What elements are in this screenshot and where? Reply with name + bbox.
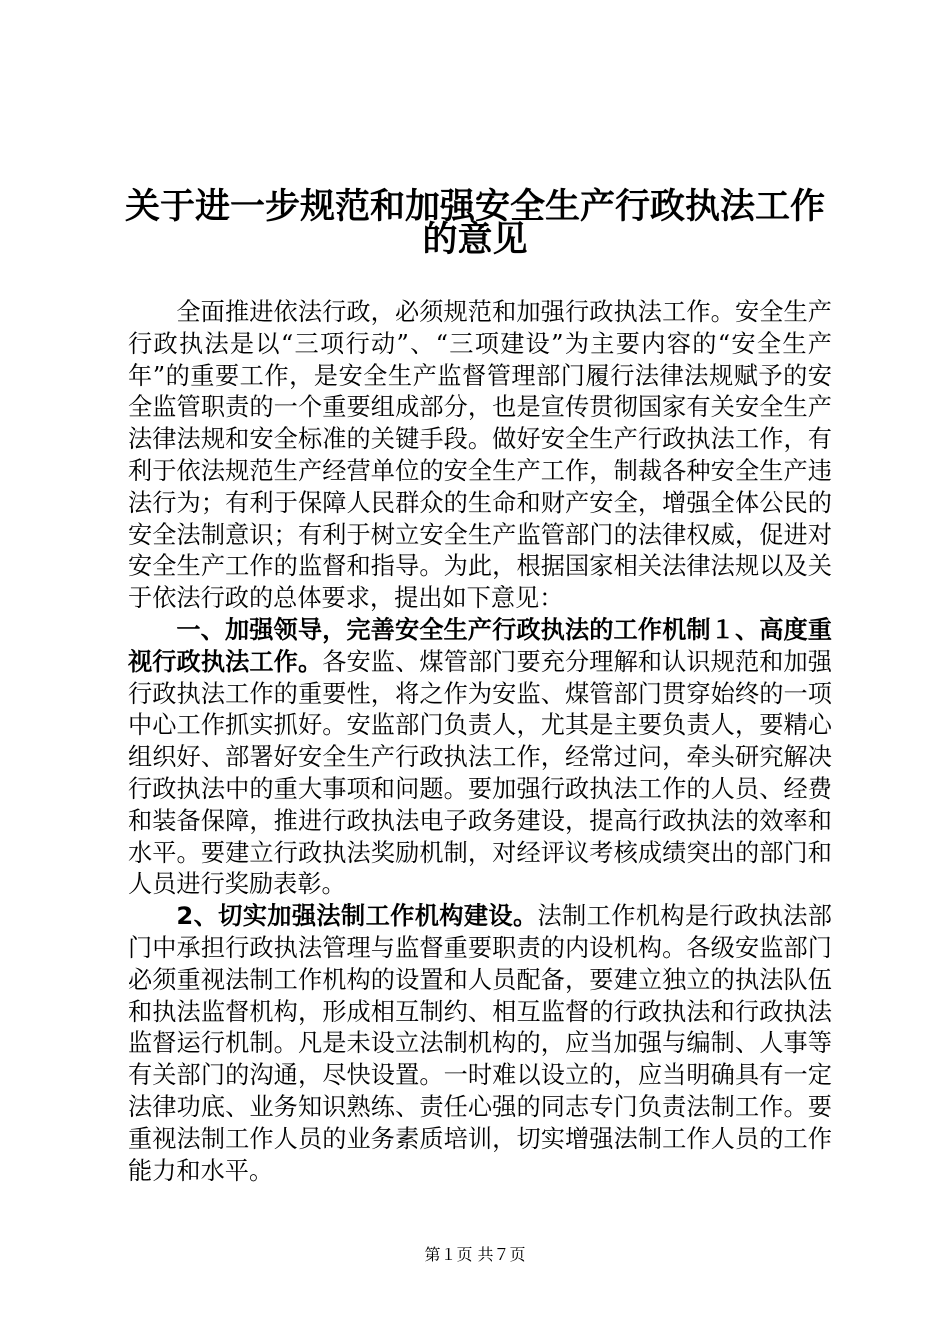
page-footer: 第１页 共７页 bbox=[424, 1245, 526, 1264]
document-title-line-1: 关于进一步规范和加强安全生产行政执法工作 bbox=[124, 187, 825, 227]
document-title-line-2: 的意见 bbox=[422, 220, 528, 260]
intro-paragraph: 全面推进依法行政，必须规范和加强行政执法工作。安全生产行政执法是以“三项行动”、“三项建设”为主要内容的“安全生产年”的重要工作，是安全生产监督管理部门履行法律法规赋予的安全监管职责的一个重要组成部分，也是宣传贯彻国家有关安全生产法律法规和安全标准的关键手段。做好安全生产行政执法工作，有利于依法规范生产经营单位的安全生产工作，制裁各种安全生产违法行为；有利于保障人民群众的生命和财产安全，增强全体公民的安全法制意识；有利于树立安全生产监管部门的法律权威，促进对安全生产工作的监督和指导。为此，根据国家相关法律法规以及关于依法行政的总体要求，提出如下意见： bbox=[128, 298, 832, 613]
document-body bbox=[128, 297, 832, 1187]
item-2-heading: 2、切实加强法制工作机构建设。 bbox=[176, 902, 538, 931]
section-1-body: 各安监、煤管部门要充分理解和认识规范和加强行政执法工作的重要性，将之作为安监、煤管部门贯穿始终的一项中心工作抓实抓好。安监部门负责人，尤其是主要负责人，要精心组织好、部署好安全生产行政执法工作，经常过问，牵头研究解决行政执法中的重大事项和问题。要加强行政执法工作的人员、经费和装备保障，推进行政执法电子政务建设，提高行政执法的效率和水平。要建立行政执法奖励机制，对经评议考核成绩突出的部门和人员进行奖励表彰。 bbox=[128, 647, 832, 899]
section-1-heading: 一、加强领导，完善安全生产行政执法的工作机制１、高度重视行政执法工作。 bbox=[128, 615, 832, 676]
item-2-body: 法制工作机构是行政执法部门中承担行政执法管理与监督重要职责的内设机构。各级安监部门必须重视法制工作机构的设置和人员配备，要建立独立的执法队伍和执法监督机构，形成相互制约、相互监督的行政执法和行政执法监督运行机制。凡是未设立法制机构的，应当加强与编制、人事等有关部门的沟通，尽快设置。一时难以设立的，应当明确具有一定法律功底、业务知识熟练、责任心强的同志专门负责法制工作。要重视法制工作人员的业务素质培训，切实增强法制工作人员的工作能力和水平。 bbox=[128, 902, 832, 1185]
item-2-paragraph bbox=[128, 901, 832, 1187]
section-1-paragraph bbox=[128, 615, 832, 901]
